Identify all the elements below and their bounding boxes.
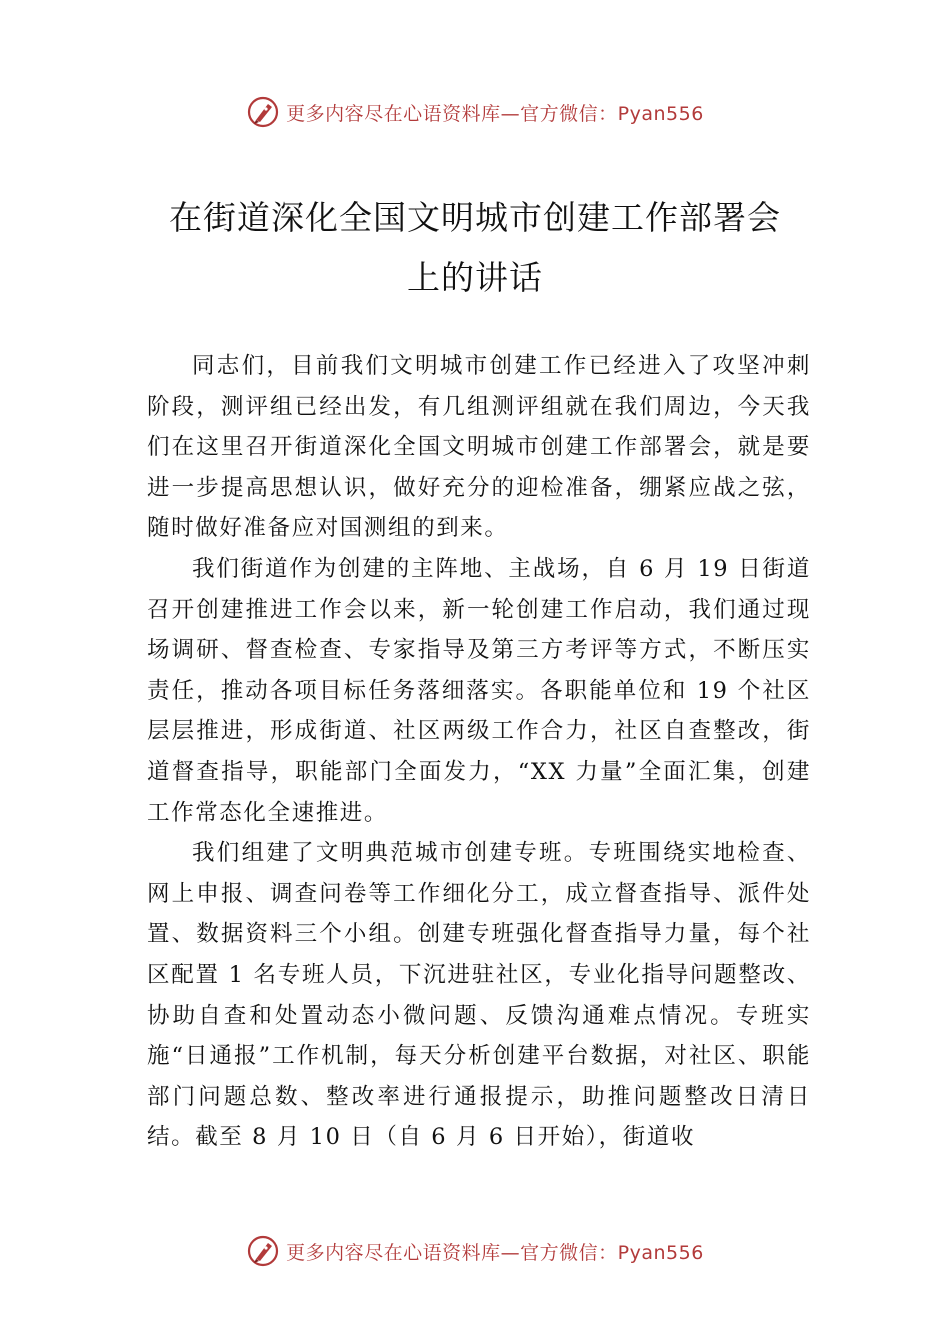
- watermark-text: 更多内容尽在心语资料库—官方微信：Pyan556: [286, 1241, 704, 1264]
- pen-nib-logo-icon: [246, 95, 280, 129]
- title-line-1: 在街道深化全国文明城市创建工作部署会: [169, 198, 781, 237]
- header-watermark: [0, 95, 950, 129]
- paragraph-1: 同志们，目前我们文明城市创建工作已经进入了攻坚冲刺阶段，测评组已经出发，有几组测评组就在我们周边，今天我们在这里召开街道深化全国文明城市创建工作部署会，就是要进一步提高思想认识，做好充分的迎检准备，绷紧应战之弦，随时做好准备应对国测组的到来。: [147, 353, 811, 542]
- pen-nib-logo-icon: [246, 1234, 280, 1268]
- document-body: [147, 346, 811, 1158]
- watermark-text: 更多内容尽在心语资料库—官方微信：Pyan556: [286, 102, 704, 125]
- title-line-2: 上的讲话: [407, 258, 543, 297]
- document-title: [100, 188, 850, 308]
- paragraph-3: 我们组建了文明典范城市创建专班。专班围绕实地检查、网上申报、调查问卷等工作细化分工，成立督查指导、派件处置、数据资料三个小组。创建专班强化督查指导力量，每个社区配置 1 名专班人员，下沉进驻社区，专业化指导问题整改、协助自查和处置动态小微问题、反馈沟通难点情况。专班实施“日通报”工作机制，每天分析创建平台数据，对社区、职能部门问题总数、整改率进行通报提示，助推问题整改日清日结。截至 8 月 10 日（自 6 月 6 日开始），街道收: [147, 840, 811, 1151]
- paragraph-2: 我们街道作为创建的主阵地、主战场，自 6 月 19 日街道召开创建推进工作会以来，新一轮创建工作启动，我们通过现场调研、督查检查、专家指导及第三方考评等方式，不断压实责任，推动各项目标任务落细落实。各职能单位和 19 个社区层层推进，形成街道、社区两级工作合力，社区自查整改，街道督查指导，职能部门全面发力，“XX 力量”全面汇集，创建工作常态化全速推进。: [147, 555, 811, 826]
- footer-watermark: [0, 1234, 950, 1268]
